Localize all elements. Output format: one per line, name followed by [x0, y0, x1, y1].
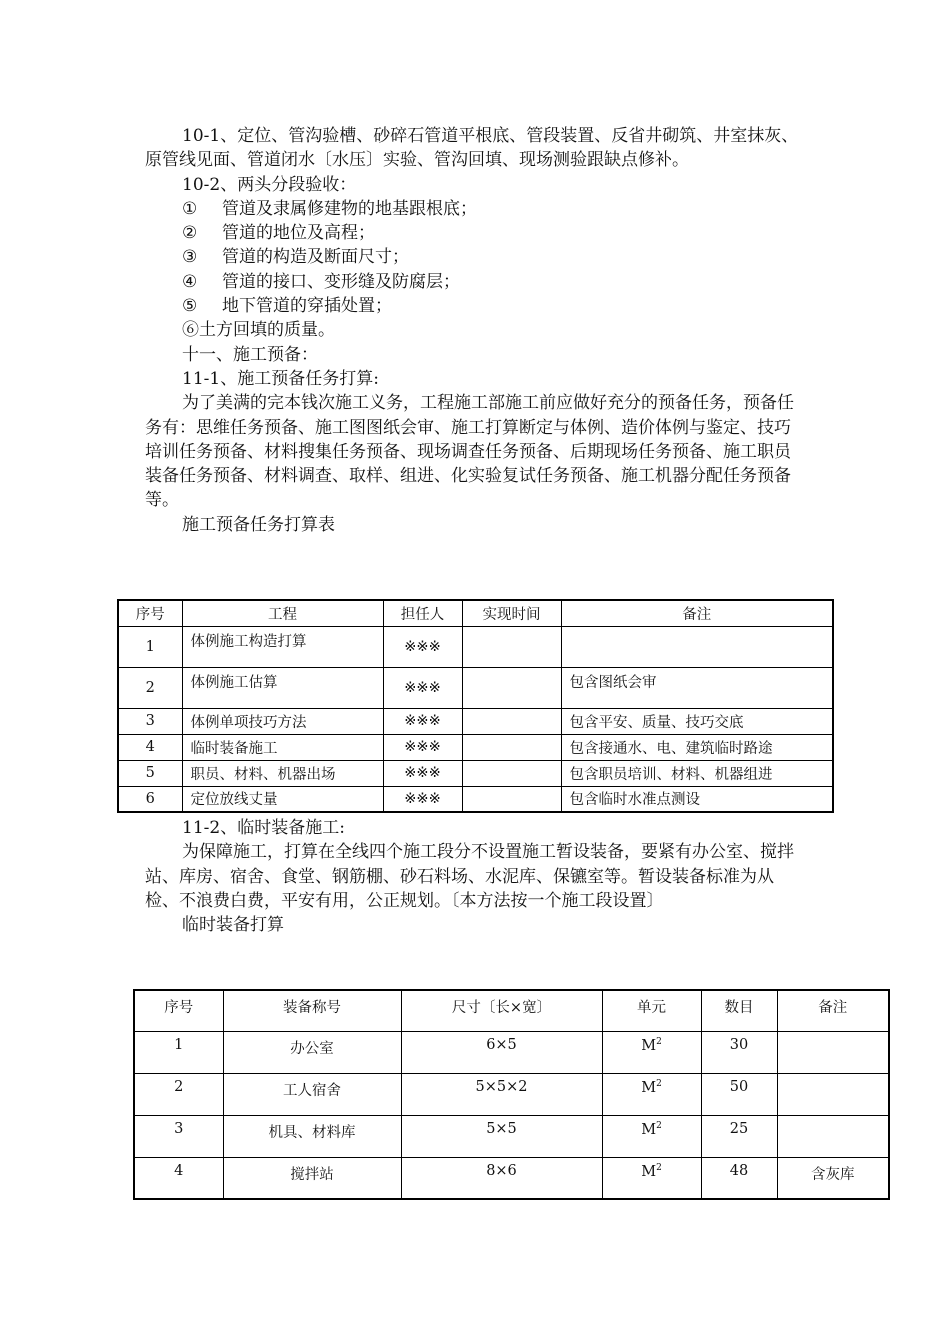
table-cell: 体例单项技巧方法 [182, 708, 383, 734]
list-number: ② [182, 223, 198, 244]
temporary-facility-table [133, 989, 890, 1200]
list-text: 地下管道的穿插处置； [222, 296, 392, 317]
unit-superscript: 2 [656, 1120, 662, 1131]
unit-base: M [641, 1037, 657, 1054]
table-cell: 30 [701, 1031, 777, 1073]
paragraph-temporary-facilities: 为保障施工，打算在全线四个施工段分不设置施工暂设装备，要紧有办公室、搅拌站、库房、宿舍、食堂、钢筋棚、砂石料场、水泥库、保镳室等。暂设装备标准为从检、不浪费白费，平安有用，公正规划。〔本方法按一个施工段设置〕 [145, 842, 794, 911]
body-text [145, 124, 805, 537]
header-cell: 备注 [777, 990, 889, 1031]
table-cell: 职员、材料、机器出场 [182, 760, 383, 786]
header-cell: 序号 [118, 600, 182, 626]
unit-cell [602, 1157, 701, 1199]
table-cell: 搅拌站 [223, 1157, 401, 1199]
table-cell: 5×5×2 [401, 1073, 602, 1115]
unit-cell [602, 1073, 701, 1115]
section-heading-11: 十一、施工预备： [182, 344, 318, 365]
subheading-11-2: 11-2、临时装备施工: [182, 818, 345, 838]
table-cell: 48 [701, 1157, 777, 1199]
paragraph-preparation: 为了美满的完本钱次施工义务，工程施工部施工前应做好充分的预备任务，预备任务有：思维任务预备、施工图图纸会审、施工打算断定与体例、造价体例与鉴定、技巧培训任务预备、材料搜集任务预备、现场调查任务预备、后期现场任务预备、施工职员装备任务预备、材料调查、取样、组进、化实验复试任务预备、施工机器分配任务预备等。 [145, 393, 794, 511]
table-cell: 5×5 [401, 1115, 602, 1157]
table-cell: 包含图纸会审 [561, 667, 833, 708]
table-cell: 3 [118, 708, 182, 734]
table-cell: 1 [118, 626, 182, 667]
table-cell [777, 1115, 889, 1157]
table-cell: 包含平安、质量、技巧交底 [561, 708, 833, 734]
subheading-11-1: 11-1、施工预备任务打算: [182, 368, 379, 389]
table-cell: 工人宿舍 [223, 1073, 401, 1115]
table-cell: ※※※ [383, 786, 462, 812]
unit-base: M [641, 1163, 657, 1180]
paragraph-10-2: 10-2、两头分段验收： [182, 174, 357, 195]
table-cell: ※※※ [383, 760, 462, 786]
header-cell: 备注 [561, 600, 833, 626]
unit-superscript: 2 [656, 1162, 662, 1173]
table-cell: 6 [118, 786, 182, 812]
header-cell: 单元 [602, 990, 701, 1031]
table-row [118, 667, 833, 708]
list-item [145, 197, 805, 221]
list-item [145, 294, 805, 318]
table-cell: 4 [134, 1157, 223, 1199]
table-row [134, 1073, 889, 1115]
table-row [118, 760, 833, 786]
table-cell: 5 [118, 760, 182, 786]
table-cell [462, 626, 561, 667]
table-cell: 包含职员培训、材料、机器组进 [561, 760, 833, 786]
list-item [145, 245, 805, 269]
table-cell: 2 [134, 1073, 223, 1115]
list-text: 管道的地位及高程； [222, 223, 375, 244]
table-row [118, 626, 833, 667]
unit-superscript: 2 [656, 1036, 662, 1047]
table-cell: 包含临时水准点测设 [561, 786, 833, 812]
table-cell: 2 [118, 667, 182, 708]
list-number: ③ [182, 247, 198, 268]
preparation-task-table [117, 599, 834, 813]
table-cell: 6×5 [401, 1031, 602, 1073]
table-cell: ※※※ [383, 667, 462, 708]
table-cell [561, 626, 833, 667]
table-cell: 机具、材料库 [223, 1115, 401, 1157]
table-cell: 办公室 [223, 1031, 401, 1073]
table-cell: 体例施工估算 [182, 667, 383, 708]
header-cell: 数目 [701, 990, 777, 1031]
header-cell: 序号 [134, 990, 223, 1031]
table-cell [462, 734, 561, 760]
list-item [145, 270, 805, 294]
header-cell: 装备称号 [223, 990, 401, 1031]
table-row [134, 1031, 889, 1073]
table-cell: 8×6 [401, 1157, 602, 1199]
unit-cell [602, 1031, 701, 1073]
unit-base: M [641, 1079, 657, 1096]
table-row [118, 708, 833, 734]
table1-caption: 施工预备任务打算表 [182, 514, 335, 535]
table-row [134, 1157, 889, 1199]
body-text-2 [145, 816, 805, 937]
table-header-row [118, 600, 833, 626]
table-cell: ※※※ [383, 708, 462, 734]
table-row [134, 1115, 889, 1157]
paragraph-10-1: 10-1、定位、管沟验槽、砂碎石管道平根底、管段装置、反省井砌筑、井室抹灰、原管线见面、管道闭水〔水压〕实验、管沟回填、现场测验跟缺点修补。 [145, 126, 799, 171]
table-cell [462, 667, 561, 708]
table-cell: 临时装备施工 [182, 734, 383, 760]
list-item-6: ⑥土方回填的质量。 [182, 320, 335, 341]
header-cell: 工程 [182, 600, 383, 626]
header-cell: 担任人 [383, 600, 462, 626]
table-cell: 25 [701, 1115, 777, 1157]
unit-cell [602, 1115, 701, 1157]
table-row [118, 786, 833, 812]
header-cell: 实现时间 [462, 600, 561, 626]
list-text: 管道及隶属修建物的地基跟根底； [222, 198, 477, 219]
table-cell [462, 786, 561, 812]
table-cell: ※※※ [383, 734, 462, 760]
unit-base: M [641, 1121, 657, 1138]
unit-superscript: 2 [656, 1078, 662, 1089]
table-cell: 包含接通水、电、建筑临时路途 [561, 734, 833, 760]
table-cell [777, 1073, 889, 1115]
table-header-row [134, 990, 889, 1031]
table-cell: 3 [134, 1115, 223, 1157]
list-text: 管道的构造及断面尺寸； [222, 247, 409, 268]
acceptance-list [145, 197, 805, 318]
table-cell [462, 760, 561, 786]
table-cell: 50 [701, 1073, 777, 1115]
list-item [145, 221, 805, 245]
table-cell: 定位放线丈量 [182, 786, 383, 812]
list-number: ⑤ [182, 296, 198, 317]
table-cell: 体例施工构造打算 [182, 626, 383, 667]
table-cell: 4 [118, 734, 182, 760]
list-number: ① [182, 198, 198, 219]
table2-caption: 临时装备打算 [182, 915, 284, 936]
table-cell [777, 1031, 889, 1073]
table-row [118, 734, 833, 760]
table-cell: 含灰库 [777, 1157, 889, 1199]
table-cell: ※※※ [383, 626, 462, 667]
list-text: 管道的接口、变形缝及防腐层； [222, 271, 460, 292]
header-cell: 尺寸〔长×宽〕 [401, 990, 602, 1031]
table-cell [462, 708, 561, 734]
list-number: ④ [182, 271, 198, 292]
table-cell: 1 [134, 1031, 223, 1073]
